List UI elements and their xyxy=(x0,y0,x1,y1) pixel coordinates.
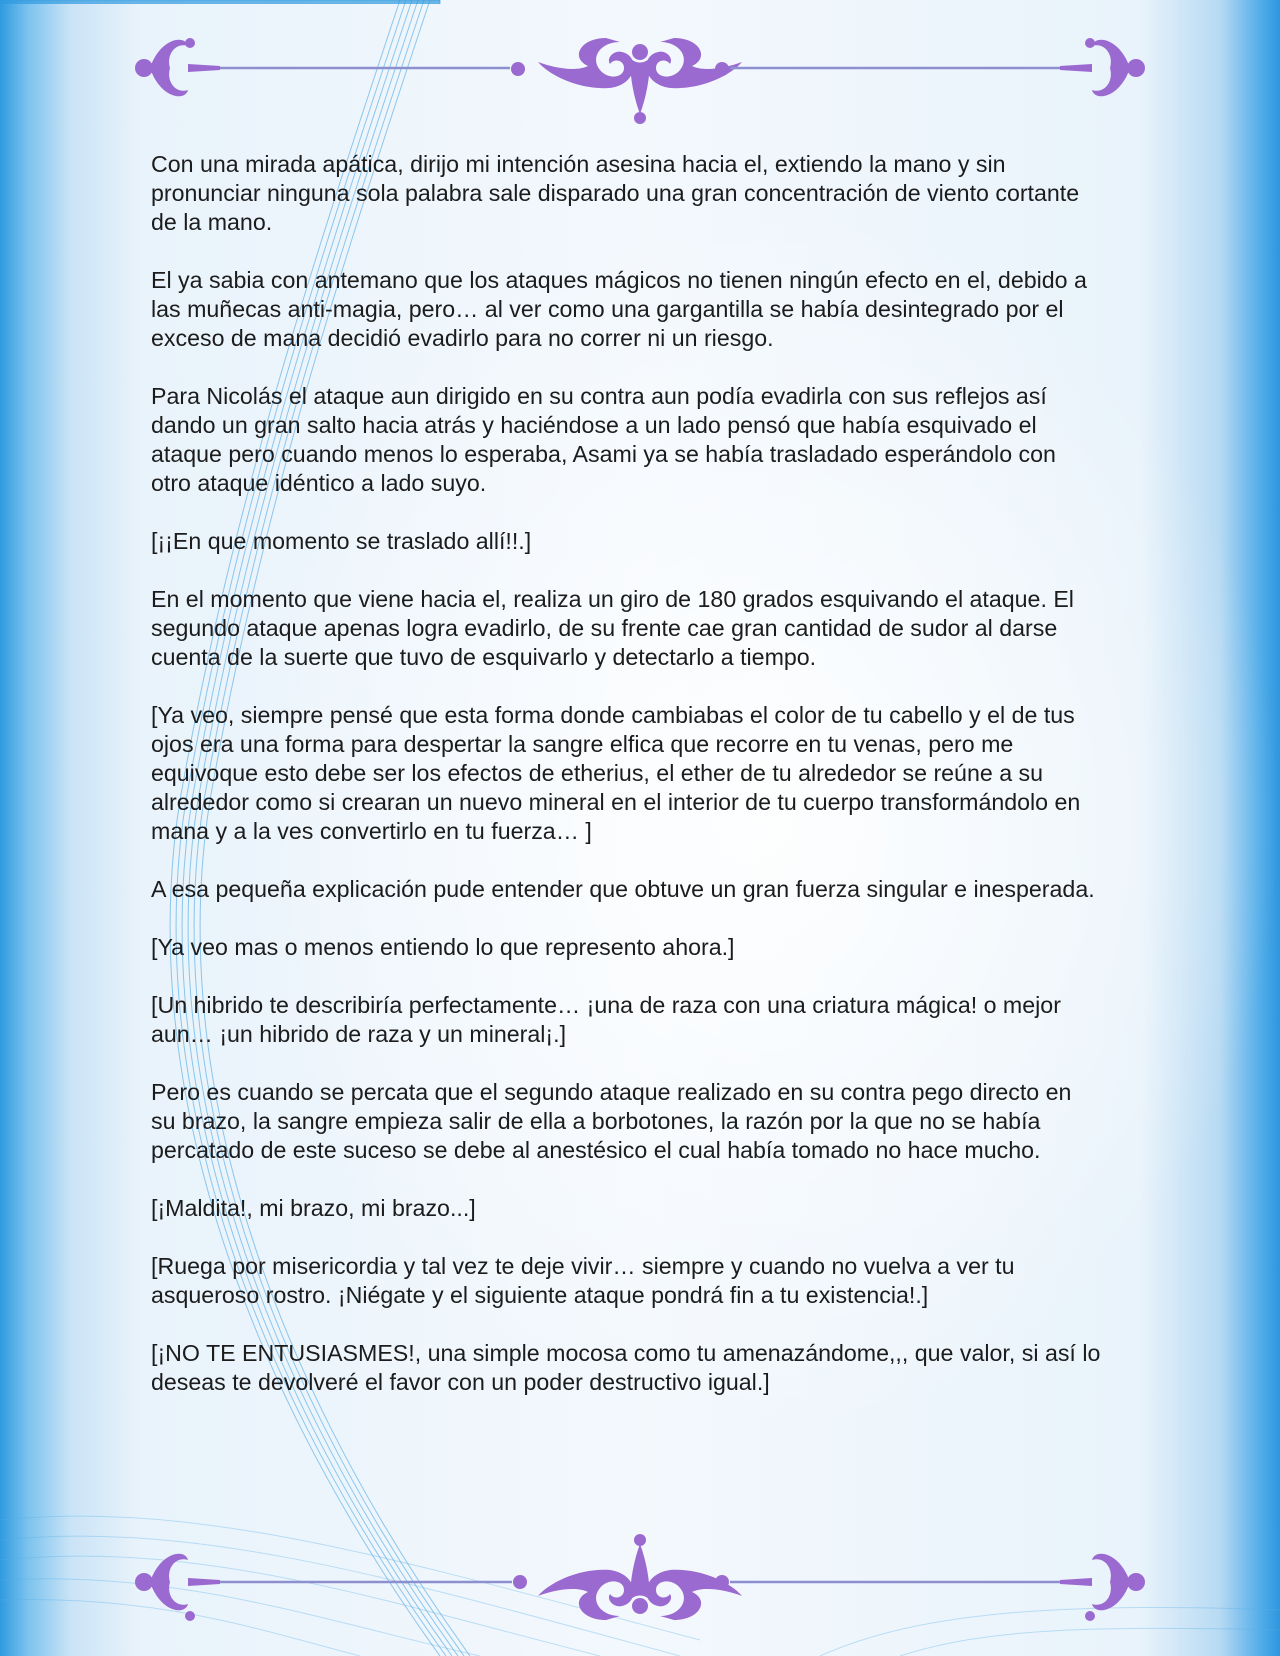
paragraph: [¡NO TE ENTUSIASMES!, una simple mocosa como tu amenazándome,,, que valor, si así lo deseas te devolveré el favor con un poder destructivo igual.] xyxy=(151,1340,1101,1395)
paragraph: El ya sabia con antemano que los ataques mágicos no tienen ningún efecto en el, debido a las muñecas anti-magia, pero… al ver como una gargantilla se había desintegrado por el exceso de mana decidió evadirlo para no correr ni un riesgo. xyxy=(151,267,1087,351)
paragraph: [Ruega por misericordia y tal vez te deje vivir… siempre y cuando no vuelva a ver tu asqueroso rostro. ¡Niégate y el siguiente ataque pondrá fin a tu existencia!.] xyxy=(151,1253,1015,1308)
document-body xyxy=(151,150,1101,1426)
paragraph: [Ya veo, siempre pensé que esta forma donde cambiabas el color de tu cabello y el de tus ojos era una forma para despertar la sangre elfica que recorre en tu venas, pero me equivoque esto debe ser los efectos de etherius, el ether de tu alrededor se reúne a su alrededor como si crearan un nuevo mineral en el interior de tu cuerpo transformándolo en mana y a la ves convertirlo en tu fuerza… ] xyxy=(151,702,1081,844)
paragraph: Pero es cuando se percata que el segundo ataque realizado en su contra pego directo en su brazo, la sangre empieza salir de ella a borbotones, la razón por la que no se había percatado de este suceso se debe al anestésico el cual había tomado no hace mucho. xyxy=(151,1079,1072,1163)
paragraph: [¡¡En que momento se traslado allí!!.] xyxy=(151,528,532,554)
paragraph: En el momento que viene hacia el, realiza un giro de 180 grados esquivando el ataque. El segundo ataque apenas logra evadirlo, de su frente cae gran cantidad de sudor al darse cuenta de la suerte que tuvo de esquivarlo y detectarlo a tiempo. xyxy=(151,586,1074,670)
bottom-ornament-icon xyxy=(130,1530,1150,1630)
top-ornament-icon xyxy=(130,28,1150,128)
paragraph: Con una mirada apática, dirijo mi intención asesina hacia el, extiendo la mano y sin pronunciar ninguna sola palabra sale disparado una gran concentración de viento cortante de la mano. xyxy=(151,151,1080,235)
paragraph: [Ya veo mas o menos entiendo lo que represento ahora.] xyxy=(151,934,735,960)
paragraph: Para Nicolás el ataque aun dirigido en su contra aun podía evadirla con sus reflejos así dando un gran salto hacia atrás y haciéndose a un lado pensó que había esquivado el ataque pero cuando menos lo esperaba, Asami ya se había trasladado esperándolo con otro ataque idéntico a lado suyo. xyxy=(151,383,1056,496)
paragraph: [¡Maldita!, mi brazo, mi brazo...] xyxy=(151,1195,476,1221)
paragraph: A esa pequeña explicación pude entender que obtuve un gran fuerza singular e inesperada. xyxy=(151,876,1095,902)
paragraph: [Un hibrido te describiría perfectamente… ¡una de raza con una criatura mágica! o mejor aun… ¡un hibrido de raza y un mineral¡.] xyxy=(151,992,1061,1047)
